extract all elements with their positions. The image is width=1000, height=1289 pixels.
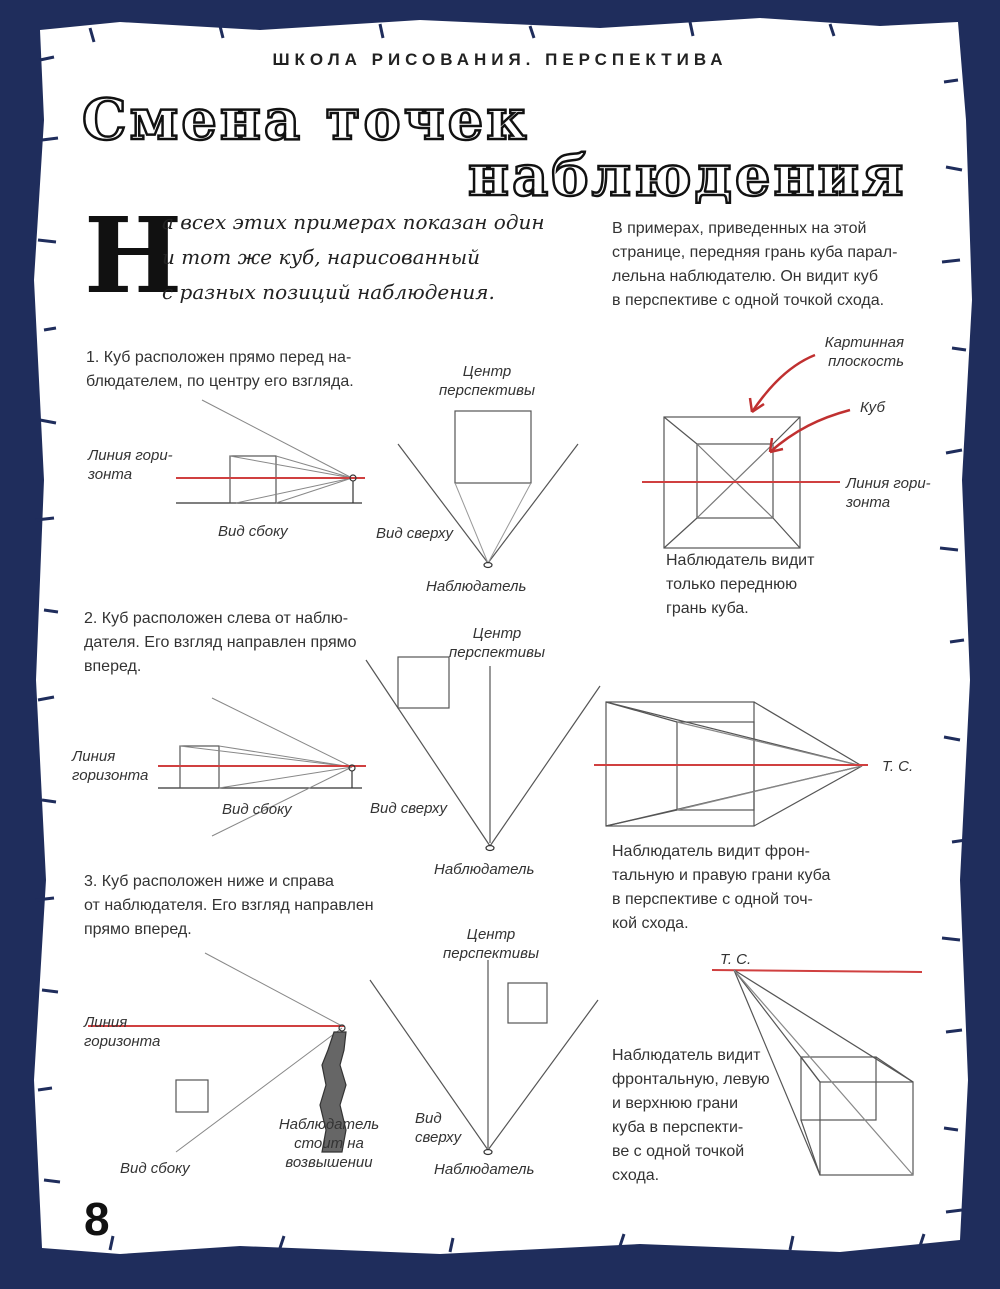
example-1-top-view bbox=[398, 411, 578, 568]
ex2-side-view-label: Вид сбоку bbox=[222, 801, 292, 818]
ex2-center-label: Центр перспективы bbox=[449, 625, 545, 661]
ex1-top-view-label: Вид сверху bbox=[376, 525, 453, 542]
ex3-top-view-label: Вид сверху bbox=[415, 1110, 462, 1146]
ex2-vanishing-point-label: Т. С. bbox=[882, 758, 914, 775]
intro-line-3: с разных позиций наблюдения. bbox=[162, 280, 495, 304]
ex1-observer-label: Наблюдатель bbox=[426, 578, 527, 595]
ex2-observer-label: Наблюдатель bbox=[434, 861, 535, 878]
ex3-vanishing-point-label: Т. С. bbox=[720, 951, 752, 968]
intro-line-2: и тот же куб, нарисованный bbox=[162, 245, 481, 269]
ex1-cube-label: Куб bbox=[860, 399, 885, 416]
drop-cap: Н bbox=[84, 194, 183, 317]
ex2-horizon-label: Линия горизонта bbox=[72, 748, 149, 784]
ex3-elevated-label: Наблюдатель стоит на возвышении bbox=[278, 1116, 380, 1171]
ex2-caption: Наблюдатель видит фрон- тальную и правую грани куба в перспективе с одной точ- кой схода. bbox=[612, 843, 831, 932]
ex3-caption: Наблюдатель видит фронтальную, левую и верхнюю грани куба в перспекти- ве с одной точкой схода. bbox=[612, 1047, 770, 1184]
example-2-perspective bbox=[594, 702, 868, 826]
intro-line-1: а всех этих примерах показан один bbox=[162, 210, 545, 234]
page-title-line1: Смена точек bbox=[82, 87, 530, 153]
example-3-top-view bbox=[370, 960, 598, 1155]
ex3-center-label: Центр перспективы bbox=[443, 926, 539, 962]
ex2-top-view-label: Вид сверху bbox=[370, 800, 447, 817]
ex1-center-label: Центр перспективы bbox=[439, 363, 535, 399]
example-2-text: 2. Куб расположен слева от наблю- дателя. Его взгляд направлен прямо вперед. bbox=[84, 610, 357, 675]
example-1-text: 1. Куб расположен прямо перед на- блюдателем, по центру его взгляда. bbox=[86, 349, 354, 390]
example-1-side-view bbox=[176, 400, 365, 503]
ex1-horizon-label-right: Линия гори- зонта bbox=[846, 475, 931, 511]
ex1-side-view-label: Вид сбоку bbox=[218, 523, 288, 540]
ex1-horizon-label: Линия гори- зонта bbox=[88, 447, 173, 483]
ex3-horizon-label: Линия горизонта bbox=[84, 1014, 161, 1050]
page-number: 8 bbox=[84, 1193, 110, 1245]
running-header: ШКОЛА РИСОВАНИЯ. ПЕРСПЕКТИВА bbox=[272, 50, 728, 69]
ex3-observer-label: Наблюдатель bbox=[434, 1161, 535, 1178]
ex3-side-view-label: Вид сбоку bbox=[120, 1160, 190, 1177]
example-1-perspective bbox=[642, 355, 850, 548]
ex1-picture-plane-label: Картинная плоскость bbox=[824, 334, 904, 370]
example-2-top-view bbox=[366, 657, 600, 851]
ex1-caption: Наблюдатель видит только переднюю грань куба. bbox=[666, 552, 815, 617]
example-3-text: 3. Куб расположен ниже и справа от наблюдателя. Его взгляд направлен прямо вперед. bbox=[84, 873, 374, 938]
side-note: В примерах, приведенных на этой странице, передняя грань куба парал- лельна наблюдателю. Он видит куб в перспективе с одной точкой схода. bbox=[612, 220, 898, 309]
page-title-line2: наблюдения bbox=[468, 143, 907, 209]
